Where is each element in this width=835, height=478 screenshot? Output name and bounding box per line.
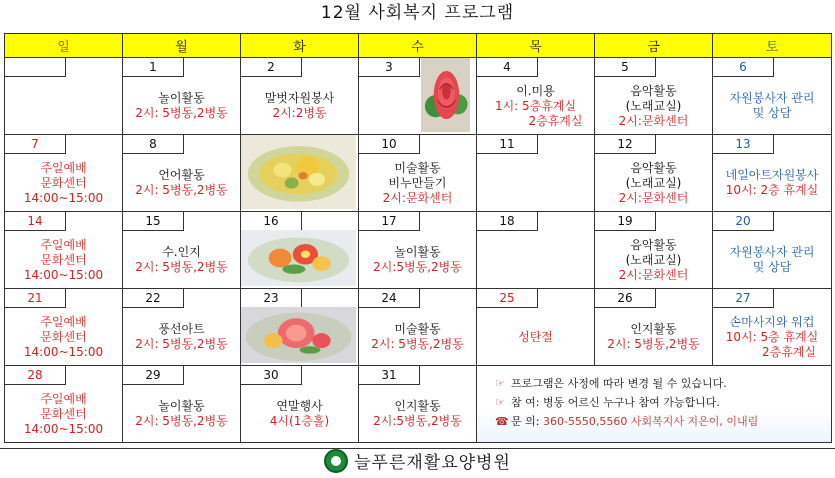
- event-title: 주일예배: [40, 160, 87, 175]
- day-cell-27: [713, 289, 832, 366]
- day-cell-28: [5, 366, 123, 443]
- event-title: 손마사지와 워컵: [729, 314, 815, 329]
- weekday-wednesday: 수: [359, 34, 477, 58]
- day-cell-8: [123, 135, 241, 212]
- week-row-5: [5, 366, 832, 443]
- event-detail: 2시: 5병동,2병동: [135, 106, 228, 120]
- day-cell-20: [713, 212, 832, 289]
- event-title: 언어활동: [158, 168, 205, 182]
- day-number: 24: [359, 289, 420, 308]
- notes-cell: [477, 366, 832, 443]
- event-title: 인지활동: [394, 399, 441, 413]
- event-title: 놀이활동: [394, 245, 441, 259]
- day-number: 18: [477, 212, 538, 231]
- day-number: 28: [5, 366, 66, 385]
- notes-line-contact: ☎ 문 의: 360-5550,5560 사회복지사 지은이, 이내림: [495, 412, 831, 431]
- day-cell-empty: [5, 58, 123, 135]
- event-detail: 2시:문화센터: [618, 113, 689, 128]
- weekday-friday: 금: [595, 34, 713, 58]
- day-number: 29: [123, 366, 184, 385]
- event-subtitle: (노래교실): [625, 175, 682, 190]
- event-detail: 4시(1층홀): [269, 414, 330, 428]
- event-subtitle: (노래교실): [625, 252, 682, 267]
- day-number: 12: [595, 135, 656, 154]
- day-number: 19: [595, 212, 656, 231]
- day-cell-12: [595, 135, 713, 212]
- day-number: 1: [123, 58, 184, 77]
- day-cell-25: [477, 289, 595, 366]
- week-row-3: [5, 212, 832, 289]
- day-number: [5, 58, 66, 77]
- event-detail: 1시: 5층휴계실: [494, 98, 577, 113]
- event-detail: 문화센터: [40, 175, 87, 190]
- event-title: 음악활동: [630, 237, 677, 252]
- day-cell-7: [5, 135, 123, 212]
- flower-soap-orange-image: [241, 230, 356, 286]
- notes-line-schedule: ☞ 프로그램은 사정에 따라 변경 될 수 있습니다.: [495, 374, 831, 393]
- event-title: 미술활동: [394, 160, 441, 175]
- event-detail: 2시:5병동,2병동: [373, 260, 462, 274]
- day-cell-15: [123, 212, 241, 289]
- day-number: 20: [713, 212, 774, 231]
- event-detail: 2시: 5병동,2병동: [135, 183, 228, 197]
- week-row-4: [5, 289, 832, 366]
- day-cell-24: [359, 289, 477, 366]
- day-cell-21: [5, 289, 123, 366]
- event-detail: 2시:2병동: [272, 106, 327, 120]
- telephone-icon: ☎: [495, 415, 509, 428]
- weekday-saturday: 토: [713, 34, 832, 58]
- event-title: 이.미용: [516, 83, 555, 98]
- event-title: 음악활동: [630, 160, 677, 175]
- day-cell-18: [477, 212, 595, 289]
- event-detail: 및 상담: [752, 106, 792, 120]
- event-title: 인지활동: [630, 322, 677, 336]
- day-cell-23: [241, 289, 359, 366]
- weekday-header-row: [5, 34, 832, 58]
- week-row-1: [5, 58, 832, 135]
- day-number: 5: [595, 58, 656, 77]
- event-title: 성탄절: [518, 329, 553, 344]
- event-detail: 2시:문화센터: [382, 190, 453, 205]
- day-number: 4: [477, 58, 538, 77]
- day-number: 7: [5, 135, 66, 154]
- day-number: 25: [477, 289, 538, 308]
- day-number: 23: [241, 289, 302, 308]
- day-number: 31: [359, 366, 420, 385]
- day-cell-31: [359, 366, 477, 443]
- event-time: 14:00~15:00: [23, 421, 104, 436]
- event-detail: 문화센터: [40, 329, 87, 344]
- event-title: 연말행사: [276, 399, 323, 413]
- day-cell-2: [241, 58, 359, 135]
- day-cell-1: [123, 58, 241, 135]
- event-title: 미술활동: [394, 322, 441, 336]
- day-cell-3: [359, 58, 477, 135]
- day-cell-16: [241, 212, 359, 289]
- event-detail: 2시: 5병동,2병동: [135, 337, 228, 351]
- notes-line-participation: ☞ 참 여: 병동 어르신 누구나 참여 가능합니다.: [495, 393, 831, 412]
- day-number: 16: [241, 212, 302, 231]
- day-cell-22: [123, 289, 241, 366]
- flower-soap-yellow-image: [241, 135, 356, 209]
- event-detail: 2시:문화센터: [618, 190, 689, 205]
- day-number: 2: [241, 58, 302, 77]
- day-number: 8: [123, 135, 184, 154]
- day-cell-11: [477, 135, 595, 212]
- day-cell-30: [241, 366, 359, 443]
- day-number: 11: [477, 135, 538, 154]
- event-detail: 2시: 5병동,2병동: [135, 414, 228, 428]
- day-cell-19: [595, 212, 713, 289]
- weekday-thursday: 목: [477, 34, 595, 58]
- day-cell-10: [359, 135, 477, 212]
- event-detail: 문화센터: [40, 406, 87, 421]
- event-detail: 2층휴계실: [528, 113, 583, 128]
- event-detail: 2층휴계실: [761, 344, 816, 359]
- event-detail: 2시:문화센터: [618, 267, 689, 282]
- event-title: 주일예배: [40, 391, 87, 406]
- page-title: 12월 사회복지 프로그램: [320, 3, 515, 23]
- day-number: 13: [713, 135, 774, 154]
- hospital-footer: [0, 448, 835, 478]
- event-time: 14:00~15:00: [23, 267, 104, 282]
- event-detail: 2시:5병동,2병동: [373, 414, 462, 428]
- event-title: 자원봉사자 관리: [729, 91, 815, 105]
- event-detail: 및 상담: [752, 260, 792, 274]
- day-cell-5: [595, 58, 713, 135]
- day-cell-4: [477, 58, 595, 135]
- hand-pointer-icon: ☞: [495, 396, 505, 409]
- hospital-name: 늘푸른재활요양병원: [354, 453, 511, 473]
- event-title: 풍선아트: [158, 322, 205, 336]
- calendar-table: [4, 33, 832, 443]
- hospital-logo-icon: [324, 449, 348, 473]
- event-detail: 10시: 5층 휴계실: [725, 329, 819, 344]
- day-cell-13: [713, 135, 832, 212]
- event-detail: 10시: 2층 휴계실: [725, 183, 819, 197]
- day-number: 14: [5, 212, 66, 231]
- week-row-2: [5, 135, 832, 212]
- event-subtitle: 비누만들기: [388, 175, 447, 190]
- event-title: 말벗자원봉사: [264, 91, 335, 105]
- event-title: 수.인지: [162, 245, 201, 259]
- event-time: 14:00~15:00: [23, 190, 104, 205]
- day-number: 10: [359, 135, 420, 154]
- day-number: 26: [595, 289, 656, 308]
- day-number: 15: [123, 212, 184, 231]
- flower-soap-pink-image: [241, 307, 356, 363]
- event-title: 놀이활동: [158, 91, 205, 105]
- day-number: 22: [123, 289, 184, 308]
- day-cell-26: [595, 289, 713, 366]
- event-title: 놀이활동: [158, 399, 205, 413]
- weekday-tuesday: 화: [241, 34, 359, 58]
- day-cell-29: [123, 366, 241, 443]
- day-number: 17: [359, 212, 420, 231]
- event-title: 주일예배: [40, 314, 87, 329]
- day-number: 6: [713, 58, 774, 77]
- day-cell-9: [241, 135, 359, 212]
- event-detail: 2시: 5병동,2병동: [607, 337, 700, 351]
- day-number: 27: [713, 289, 774, 308]
- event-detail: 2시: 5병동,2병동: [371, 337, 464, 351]
- day-cell-6: [713, 58, 832, 135]
- event-detail: 문화센터: [40, 252, 87, 267]
- event-title: 음악활동: [630, 83, 677, 98]
- day-number: 30: [241, 366, 302, 385]
- day-cell-17: [359, 212, 477, 289]
- event-title: 주일예배: [40, 237, 87, 252]
- day-number: 3: [359, 58, 420, 77]
- hand-pointer-icon: ☞: [495, 377, 505, 390]
- weekday-sunday: 일: [5, 34, 123, 58]
- event-detail: 2시: 5병동,2병동: [135, 260, 228, 274]
- event-title: 네일아트자원봉사: [725, 168, 819, 182]
- weekday-monday: 월: [123, 34, 241, 58]
- rose-craft-image: [421, 58, 470, 132]
- day-number: 21: [5, 289, 66, 308]
- event-title: 자원봉사자 관리: [729, 245, 815, 259]
- event-subtitle: (노래교실): [625, 98, 682, 113]
- day-cell-14: [5, 212, 123, 289]
- event-time: 14:00~15:00: [23, 344, 104, 359]
